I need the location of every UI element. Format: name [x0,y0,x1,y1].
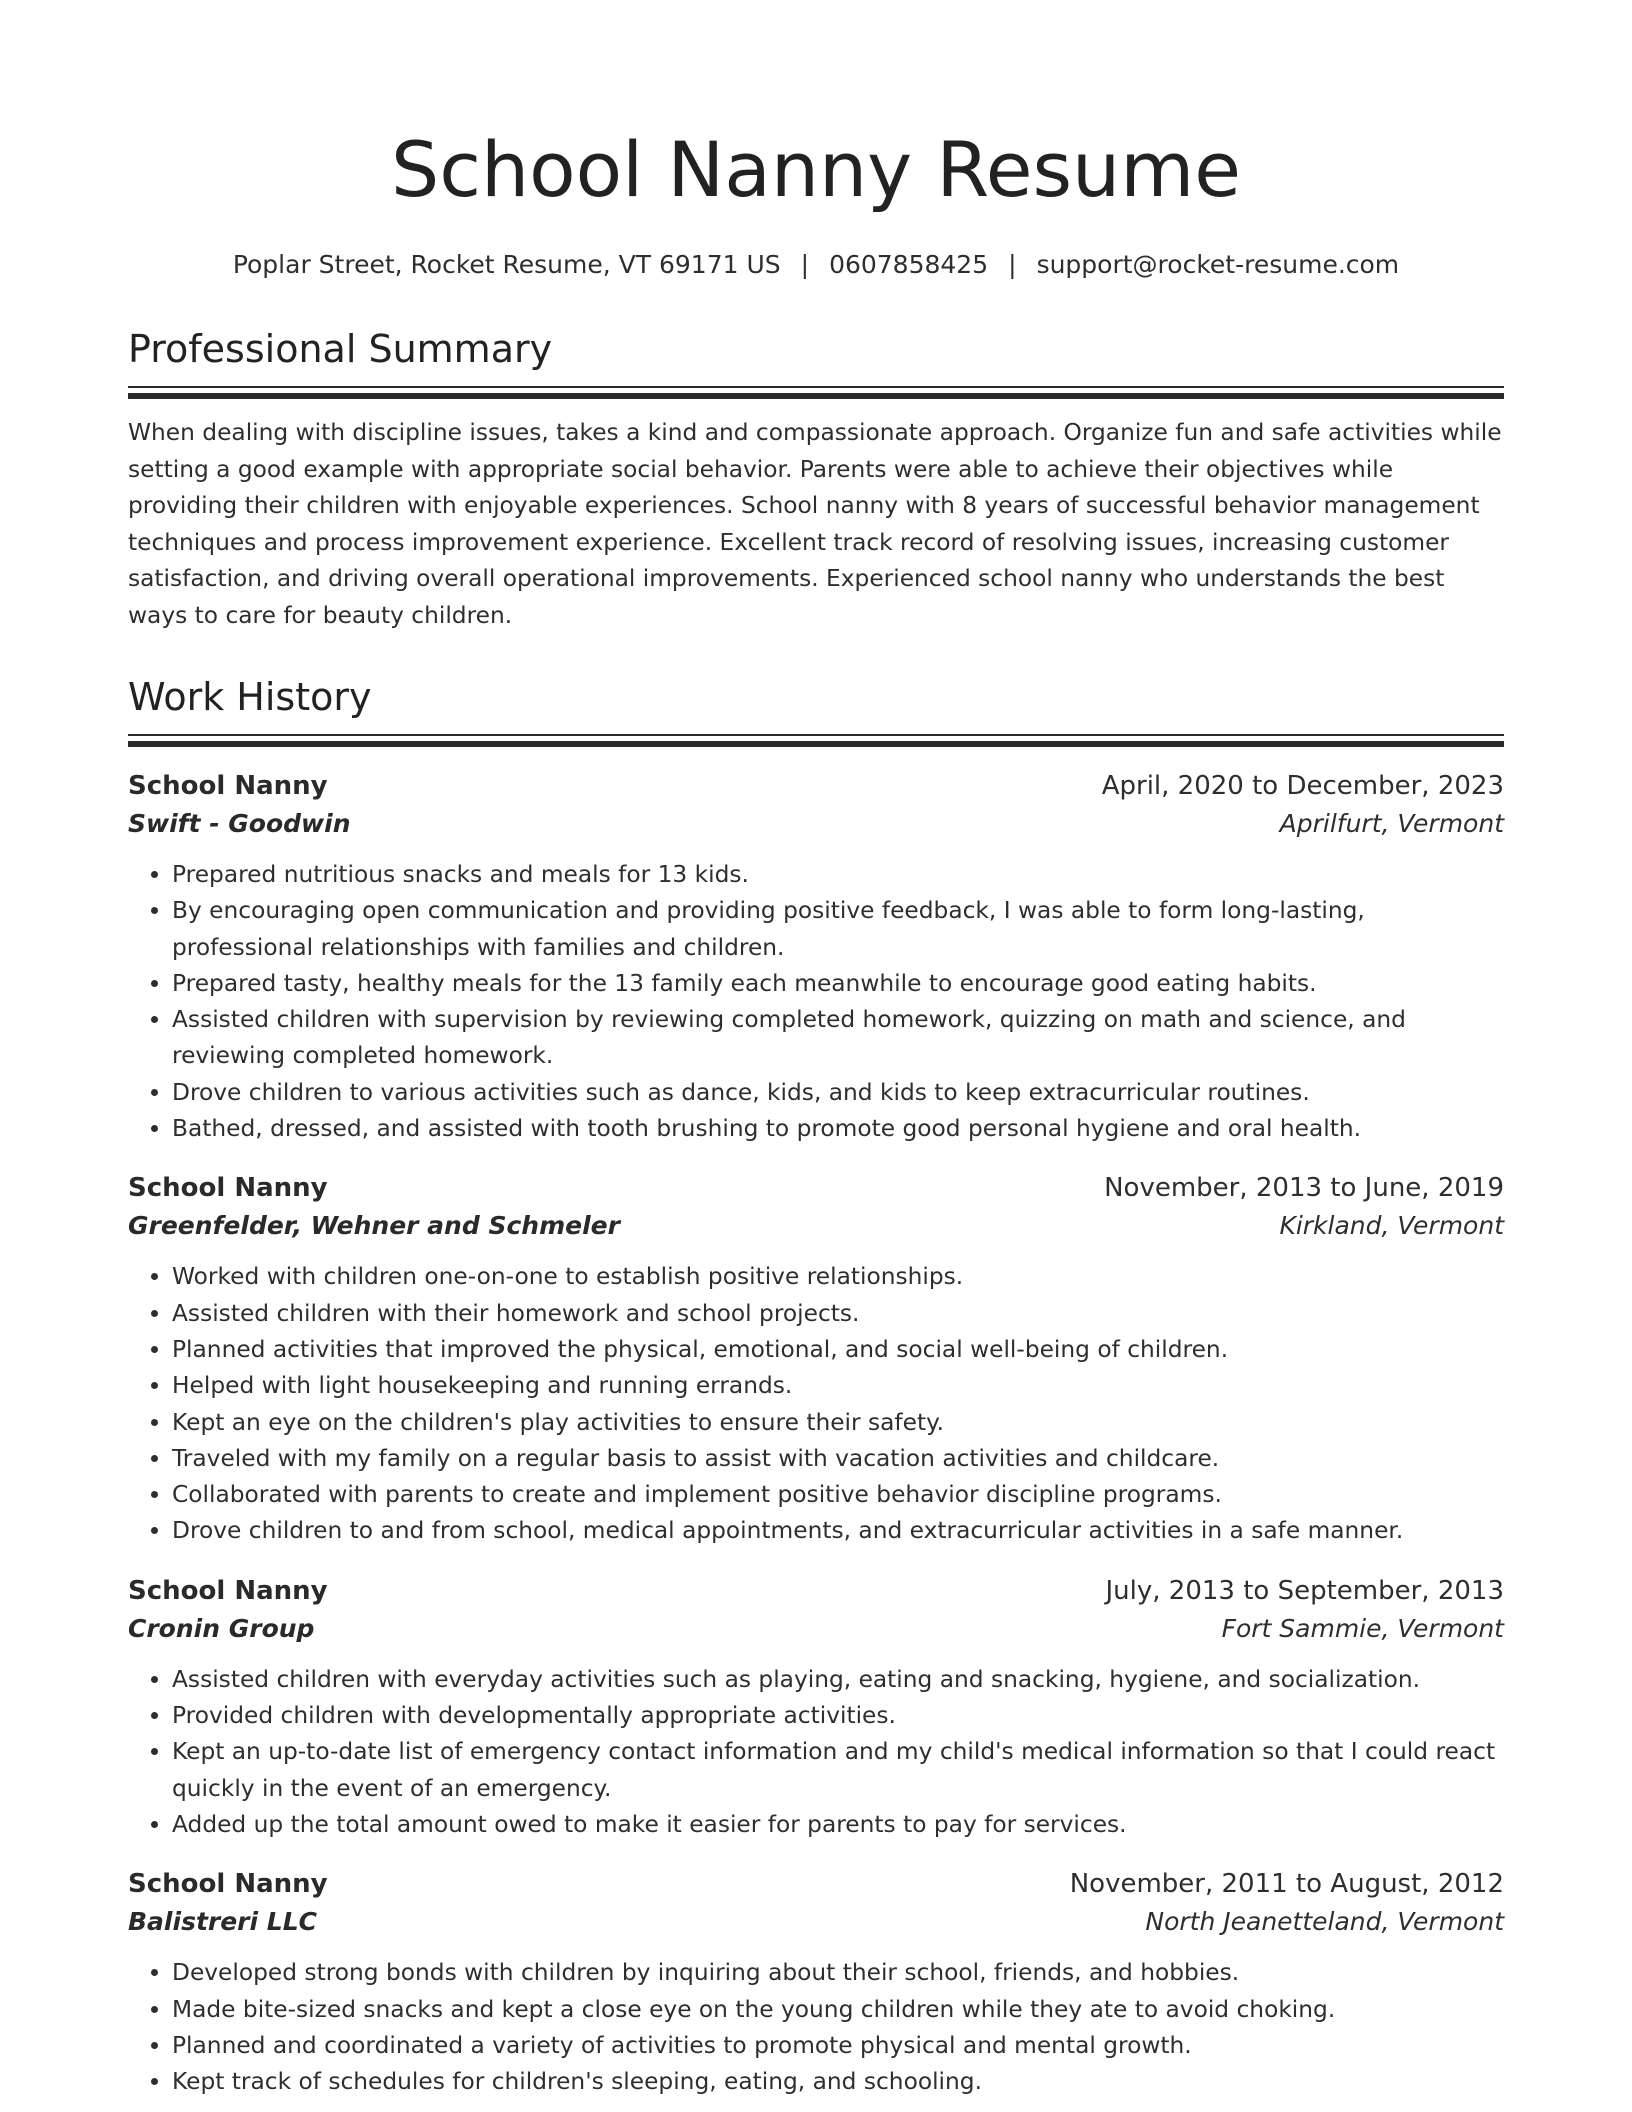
resume-page [128,120,1504,2100]
job-entry [128,767,1504,1147]
job-location: North Jeanetteland, Vermont [1145,1907,1504,1937]
bullet-item: • Worked with children one-on-one to establish positive relationships. [172,1259,1504,1295]
job-bullets [128,1955,1504,2100]
job-role: School Nanny [128,1575,328,1606]
bullet-item: • Kept an up-to-date list of emergency contact information and my child's medical information so that I could react quickly in the event of an emergency. [172,1734,1504,1807]
contact-separator: | [1008,250,1017,279]
section-rule [128,734,1504,736]
bullet-item: • Prepared nutritious snacks and meals for 13 kids. [172,857,1504,893]
bullet-item: • Kept track of schedules for children's sleeping, eating, and schooling. [172,2064,1504,2100]
job-entry [128,1865,1504,2100]
job-dates: April, 2020 to December, 2023 [1101,771,1504,801]
section-rule [128,386,1504,388]
resume-title: School Nanny Resume [390,125,1242,214]
job-dates: November, 2013 to June, 2019 [1104,1173,1504,1204]
contact-separator: | [800,250,810,279]
section-rule-thick [128,393,1504,399]
job-bullets [128,857,1504,1147]
bullet-item: • Helped with light housekeeping and running errands. [172,1368,1504,1404]
bullet-item: • Kept an eye on the children's play activities to ensure their safety. [172,1405,1504,1441]
job-dates: November, 2011 to August, 2012 [1069,1869,1504,1900]
bullet-item: • Traveled with my family on a regular basis to assist with vacation activities and childcare. [172,1441,1504,1477]
job-dates: July, 2013 to September, 2013 [1105,1575,1504,1606]
job-entry [128,1572,1504,1843]
section-title-summary: Professional Summary [128,327,553,371]
job-company: Balistreri LLC [128,1907,317,1937]
work-history-section [128,672,1504,2100]
bullet-item: • Drove children to various activities such as dance, kids, and kids to keep extracurricular routines. [172,1075,1504,1111]
job-role: School Nanny [128,1869,328,1900]
job-location: Fort Sammie, Vermont [1221,1613,1504,1643]
job-location: Aprilfurt, Vermont [1279,809,1504,838]
job-location: Kirkland, Vermont [1279,1211,1504,1241]
summary-text: When dealing with discipline issues, takes a kind and compassionate approach. Organize fun and safe activities while setting a good example with appropriate social behavior. Parents were able to achieve their objectives while providing their children with enjoyable experiences. School nanny with 8 years of successful behavior management techniques and process improvement experience. Excellent track record of resolving issues, increasing customer satisfaction, and driving overall operational improvements. Experienced school nanny who understands the best ways to care for beauty children. [128,419,1502,629]
bullet-item: • Added up the total amount owed to make it easier for parents to pay for services. [172,1807,1504,1843]
job-company: Greenfelder, Wehner and Schmeler [128,1211,620,1241]
professional-summary-section [128,324,1504,634]
bullet-item: • Made bite-sized snacks and kept a close eye on the young children while they ate to avoid choking. [172,1992,1504,2028]
bullet-item: • By encouraging open communication and providing positive feedback, I was able to form long-lasting, professional relationships with families and children. [172,893,1504,966]
section-rule-thick [128,741,1504,747]
job-company: Swift - Goodwin [128,809,351,838]
contact-address: Poplar Street, Rocket Resume, VT 69171 US [232,250,781,279]
job-role: School Nanny [128,771,328,801]
bullet-item: • Planned activities that improved the physical, emotional, and social well-being of children. [172,1332,1504,1368]
bullet-item: • Assisted children with supervision by reviewing completed homework, quizzing on math and science, and reviewing completed homework. [172,1002,1504,1075]
bullet-item: • Provided children with developmentally appropriate activities. [172,1698,1504,1734]
bullet-item: • Assisted children with everyday activities such as playing, eating and snacking, hygiene, and socialization. [172,1662,1504,1698]
section-title-work: Work History [128,675,372,719]
contact-phone: 0607858425 [829,250,989,279]
bullet-item: • Planned and coordinated a variety of activities to promote physical and mental growth. [172,2028,1504,2064]
job-company: Cronin Group [128,1613,315,1643]
bullet-item: • Drove children to and from school, medical appointments, and extracurricular activities in a safe manner. [172,1513,1504,1549]
contact-line [128,248,1504,282]
job-bullets [128,1259,1504,1549]
bullet-item: • Collaborated with parents to create and implement positive behavior discipline programs. [172,1477,1504,1513]
bullet-item: • Prepared tasty, healthy meals for the 13 family each meanwhile to encourage good eating habits. [172,966,1504,1002]
bullet-item: • Bathed, dressed, and assisted with tooth brushing to promote good personal hygiene and oral health. [172,1111,1504,1147]
job-entry [128,1169,1504,1549]
job-bullets [128,1662,1504,1843]
contact-email: support@rocket-resume.com [1036,250,1400,279]
job-role: School Nanny [128,1173,328,1204]
bullet-item: • Developed strong bonds with children by inquiring about their school, friends, and hobbies. [172,1955,1504,1991]
bullet-item: • Assisted children with their homework and school projects. [172,1296,1504,1332]
